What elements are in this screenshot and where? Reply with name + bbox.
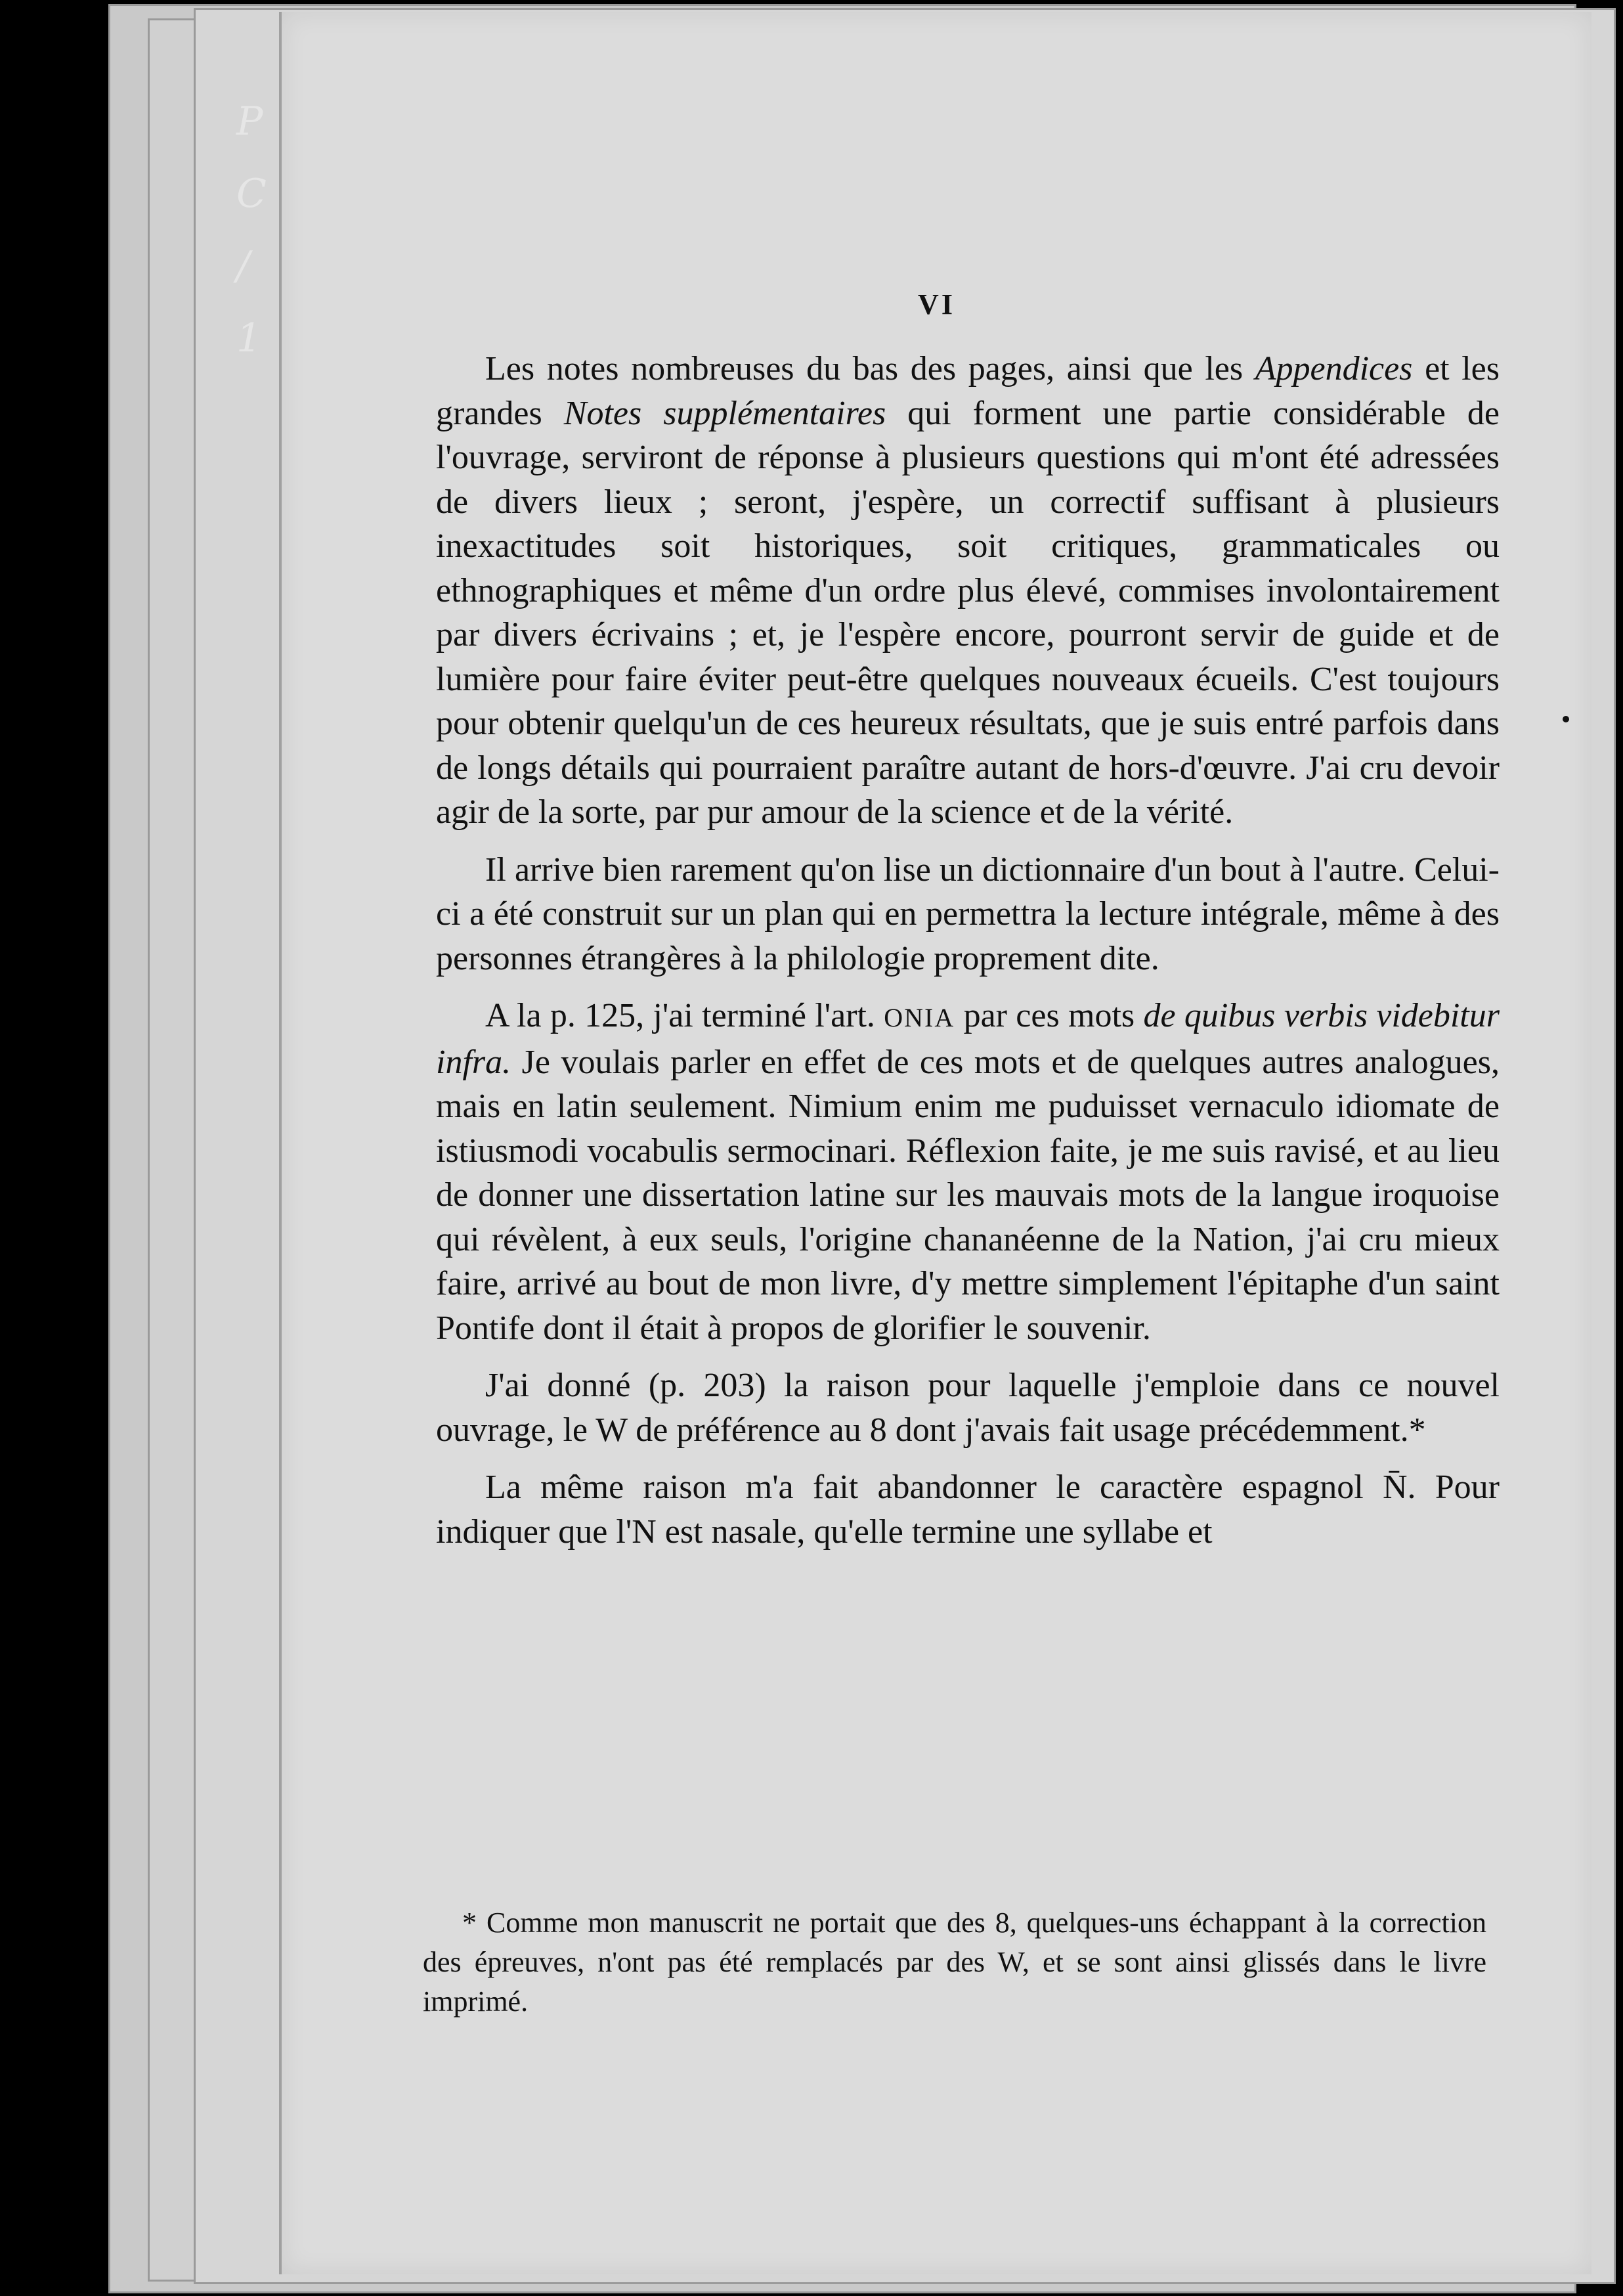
text-run: qui forment une partie considérable de l'ouvrage, serviront de réponse à plusieurs questions qui m'ont été adressées de divers lieux ; seront, j'espère, un correctif suffisant à plusieurs inexactitudes soit historiques, soit critiques, grammaticales ou ethnographiques et même d'un ordre plus élevé, commises involontairement par divers écrivains ; et, je l'espère encore, pourront servir de guide et de lumière pour faire éviter peut-être quelques nouveaux écueils. C'est toujours pour obtenir quelqu'un de ces heureux résultats, que je suis entré parfois dans de longs détails qui pourraient paraître autant de hors-d'œuvre. J'ai cru devoir agir de la sorte, par pur amour de la science et de la vérité. (436, 394, 1500, 831)
paragraph: La même raison m'a fait abandonner le caractère espagnol N̄. Pour indiquer que l'N est nasale, qu'elle termine une syllabe et (436, 1468, 1500, 1551)
text-run: et les grandes (436, 350, 1500, 432)
paragraph (436, 994, 1500, 1350)
text-run: Je voulais parler en effet de ces mots et de quelques autres analogues, mais en latin seulement. Nimium enim me puduisset vernaculo idiomate de istiusmodi vocabulis sermocinari. Réflexion faite, je me suis ravisé, et au lieu de donner une dissertation latine sur les mauvais mots de la langue iroquoise qui révèlent, à eux seuls, l'origine chananéenne de la Nation, j'ai cru mieux faire, arrivé au bout de mon livre, d'y mettre simplement l'épitaphe d'un saint Pontife dont il était à propos de glorifier le souvenir. (436, 1043, 1500, 1347)
page-number: VI (918, 288, 955, 320)
text-run: A la p. 125, j'ai terminé l'art. (485, 997, 884, 1034)
smallcaps-run: ONIA (884, 1003, 955, 1032)
footnote (423, 1903, 1486, 2021)
italic-run: Appendices (1255, 350, 1413, 387)
margin-marks (236, 85, 276, 374)
text-run: par ces mots (955, 997, 1144, 1034)
paragraph: J'ai donné (p. 203) la raison pour laquelle j'emploie dans ce nouvel ouvrage, le W de préférence au 8 dont j'avais fait usage précédemment.* (436, 1367, 1500, 1449)
ink-speck (1563, 716, 1569, 722)
document-page (279, 12, 1591, 2274)
margin-mark: 1 (236, 315, 262, 361)
body-text (436, 347, 1500, 1567)
italic-run: de quibus verbis videbitur infra. (436, 997, 1500, 1081)
margin-mark: P (236, 99, 263, 144)
paragraph: Il arrive bien rarement qu'on lise un dictionnaire d'un bout à l'autre. Celui-ci a été construit sur un plan qui en permettra la lecture intégrale, même à des personnes étrangères à la philologie proprement dite. (436, 850, 1500, 977)
text-run: Les notes nombreuses du bas des pages, ainsi que les (485, 350, 1255, 387)
margin-mark: C (236, 171, 267, 217)
margin-mark: / (236, 243, 250, 289)
paragraph (436, 347, 1500, 835)
italic-run: Notes supplémentaires (563, 394, 886, 432)
footnote-text: * Comme mon manuscrit ne portait que des 8, quelques-uns échappant à la correction des épreuves, n'ont pas été remplacés par des W, et se sont ainsi glissés dans le livre imprimé. (423, 1907, 1486, 2018)
